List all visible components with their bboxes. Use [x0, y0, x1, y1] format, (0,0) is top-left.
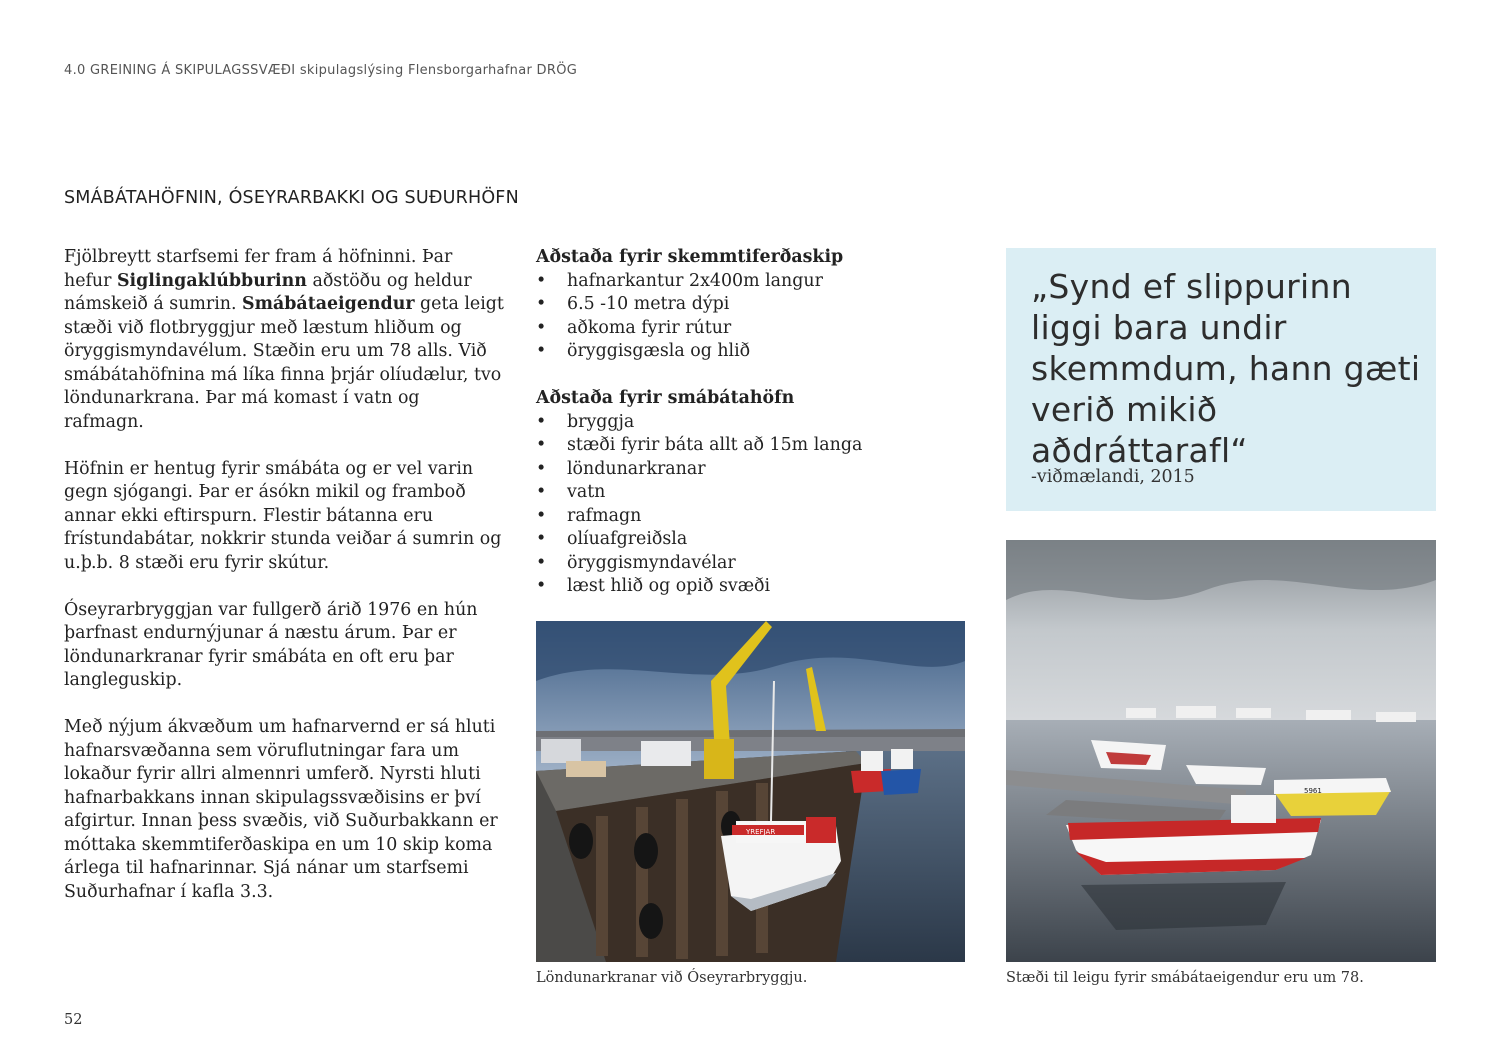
list-heading-cruise: Aðstaða fyrir skemmtiferðaskip	[536, 247, 844, 267]
boat-name-label: YREFJAR	[746, 828, 776, 836]
page-number: 52	[64, 1012, 83, 1028]
list-item: • olíuafgreiðsla	[536, 528, 976, 552]
section-title: SMÁBÁTAHÖFNIN, ÓSEYRARBAKKI OG SUÐURHÖFN	[64, 188, 519, 208]
list-item: • vatn	[536, 481, 976, 505]
photo-quay-cranes	[536, 621, 965, 962]
cruise-facilities-list	[536, 270, 976, 364]
running-header: 4.0 GREINING Á SKIPULAGSSVÆÐI skipulagslýsing Flensborgarhafnar DRÖG	[64, 63, 578, 78]
list-item: • öryggismyndavélar	[536, 552, 976, 576]
list-item: • öryggisgæsla og hlið	[536, 340, 976, 364]
list-item: • læst hlið og opið svæði	[536, 575, 976, 599]
photo-caption-marina: Stæði til leigu fyrir smábátaeigendur eru um 78.	[1006, 970, 1364, 986]
list-item: • bryggja	[536, 411, 976, 435]
quote-attribution: -viðmælandi, 2015	[1031, 467, 1195, 487]
body-column-middle	[536, 246, 976, 622]
list-item: • 6.5 -10 metra dýpi	[536, 293, 976, 317]
quay-cranes-illustration	[536, 621, 965, 962]
paragraph-text: geta leigt stæði við flotbryggjur með læstum hliðum og öryggismyndavélum. Stæðin eru um 78 alls. Við smábátahöfnina má líka finna þrjár olíudælur, tvo löndunarkrana. Þar má komast í vatn og rafmagn.	[64, 294, 504, 432]
list-item: • hafnarkantur 2x400m langur	[536, 270, 976, 294]
paragraph-text: aðstöðu og heldur námskeið á sumrin.	[64, 270, 472, 314]
small-boat-facilities-list	[536, 411, 976, 599]
list-heading-small-boat: Aðstaða fyrir smábátahöfn	[536, 388, 795, 408]
paragraph-facilities	[64, 246, 504, 434]
photo-caption-quay: Löndunarkranar við Óseyrarbryggju.	[536, 970, 808, 986]
paragraph-harbor: Höfnin er hentug fyrir smábáta og er vel varin gegn sjógangi. Þar er ásókn mikil og framboð annar ekki eftirspurn. Flestir bátanna eru frístundabátar, nokkrir stunda veiðar á sumrin og u.þ.b. 8 stæði eru fyrir skútur.	[64, 458, 502, 573]
quote-box	[1006, 248, 1436, 511]
body-column-left	[64, 246, 504, 928]
paragraph-security: Með nýjum ákvæðum um hafnarvernd er sá hluti hafnarsvæðanna sem vöruflutningar fara um lokaður fyrir allri almennri umferð. Nyrsti hluti hafnarbakkans innan skipulagssvæðisins er því afgirtur. Innan þess svæðis, við Suðurbakkann er móttaka skemmtiferðaskipa en um 10 skip koma árlega til hafnarinnar. Sjá nánar um starfsemi Suðurhafnar í kafla 3.3.	[64, 717, 498, 902]
list-item: • löndunarkranar	[536, 458, 976, 482]
bold-term-sailing-club: Siglingaklúbburinn	[116, 270, 307, 291]
boat-number-label: 5961	[1304, 787, 1322, 795]
marina-illustration	[1006, 540, 1436, 962]
list-item: • stæði fyrir báta allt að 15m langa	[536, 434, 976, 458]
photo-marina	[1006, 540, 1436, 962]
bold-term-boat-owners: Smábátaeigendur	[242, 294, 415, 314]
list-item: • rafmagn	[536, 505, 976, 529]
paragraph-text: Fjölbreytt starfsemi fer fram á höfninni. Þar hefur	[64, 247, 453, 291]
paragraph-oseyrarbryggja: Óseyrarbryggjan var fullgerð árið 1976 en hún þarfnast endurnýjunar á næstu árum. Þar er löndunarkranar fyrir smábáta en oft eru þar langleguskip.	[64, 599, 478, 690]
quote-text: „Synd ef slippurinn liggi bara undir skemmdum, hann gæti verið mikið aðdráttarafl“	[1031, 267, 1421, 470]
list-item: • aðkoma fyrir rútur	[536, 317, 976, 341]
